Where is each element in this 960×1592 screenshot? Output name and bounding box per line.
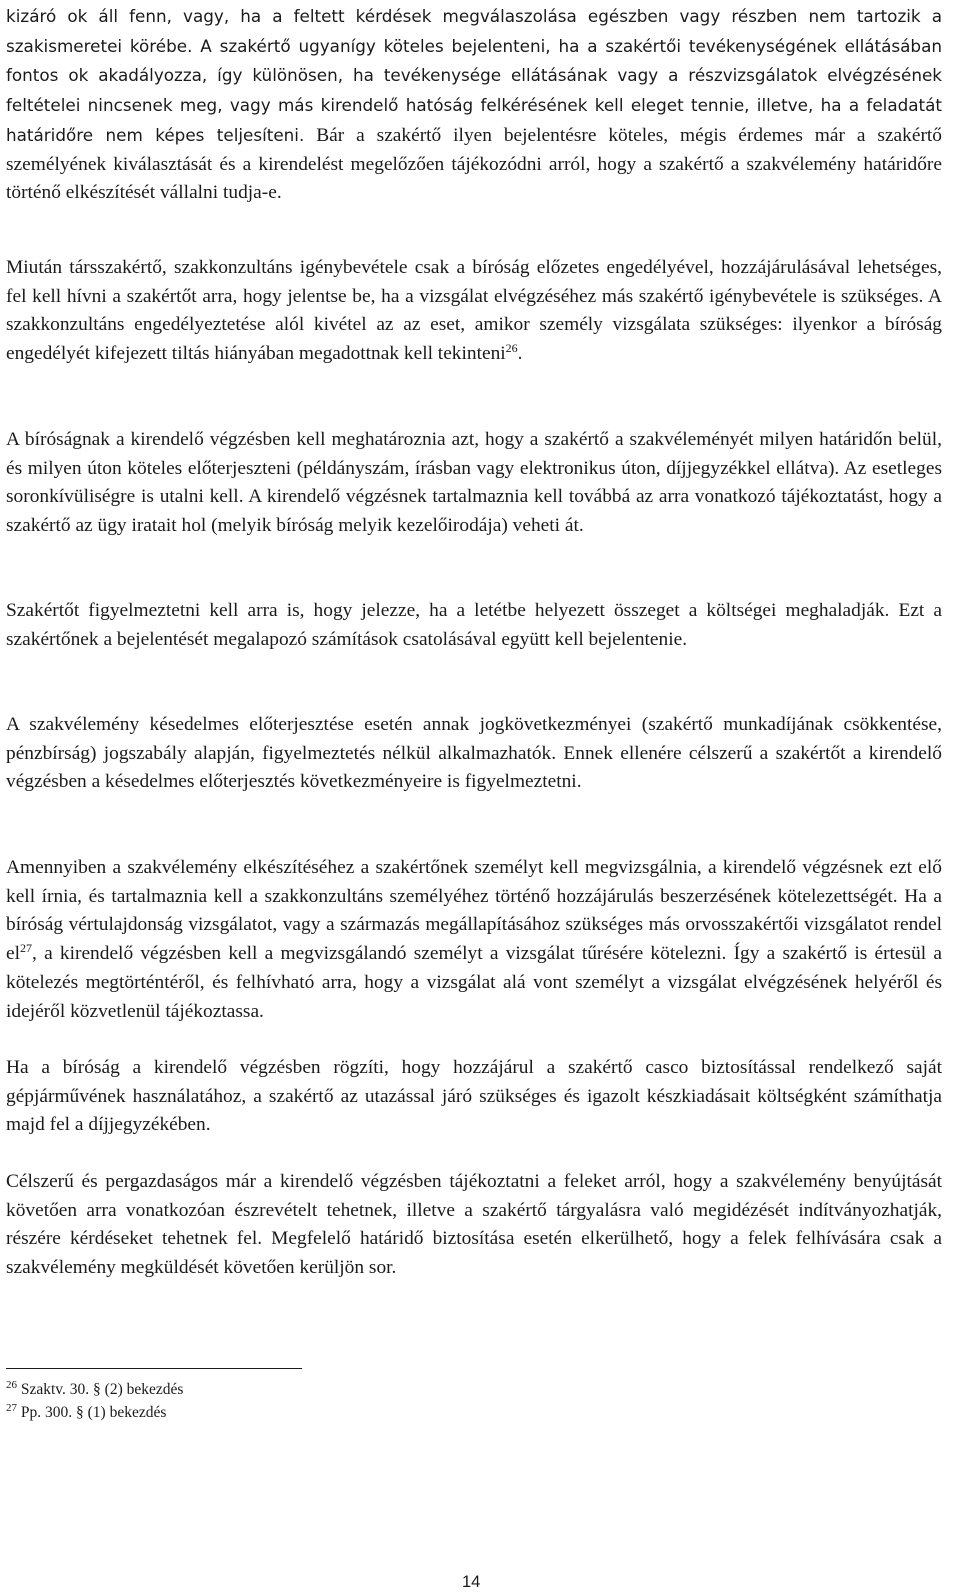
- paragraph-5-text: A szakvélemény késedelmes előterjesztése esetén annak jogkövetkezményei (szakértő munkadíjának csökkentése, pénzbírság) jogszabály alapján, figyelmeztetés nélkül alkalmazhatók. Ennek ellenére célszerű a szakértőt a kirendelő végzésben a késedelmes előterjesztés következményeire is figyelmeztetni.: [6, 714, 942, 793]
- footnote-26-text: Szaktv. 30. § (2) bekezdés: [20, 1381, 184, 1398]
- paragraph-7: [6, 1054, 942, 1140]
- paragraph-6-text-a: Amennyiben a szakvélemény elkészítéséhez a szakértőnek személyt kell megvizsgálnia, a kirendelő végzésnek ezt elő kell írnia, és tartalmaznia kell a szakkonzultáns személyéhez történő hozzájárulás beszerzésének kötelezettségét. Ha a bíróság vértulajdonság vizsgálatot, vagy a származás megállapításához szükséges más orvosszakértői vizsgálatot rendel el: [6, 857, 942, 965]
- paragraph-8: [6, 1168, 942, 1283]
- footnote-27-number: 27: [6, 1402, 17, 1414]
- paragraph-3: [6, 426, 942, 541]
- page-number: 14: [462, 1573, 481, 1591]
- paragraph-2-end: .: [517, 343, 523, 365]
- paragraph-4: [6, 597, 942, 654]
- paragraph-8-text: Célszerű és pergazdaságos már a kirendelő végzésben tájékoztatni a feleket arról, hogy a szakvélemény benyújtását követően arra vonatkozóan észrevételt tehetnek, illetve a szakértő tárgyalásra való megidézését indítványozhatják, részére kérdéseket tehetnek fel. Megfelelő határidő biztosítása esetén elkerülhető, hogy a felek felhívására csak a szakvélemény megküldését követően kerüljön sor.: [6, 1171, 942, 1279]
- paragraph-3-text: A bíróságnak a kirendelő végzésben kell meghatároznia azt, hogy a szakértő a szakvéleményét milyen határidőn belül, és milyen úton köteles előterjeszteni (példányszám, írásban vagy elektronikus úton, díjjegyzékkel ellátva). Az esetleges soronkívüliségre is utalni kell. A kirendelő végzésnek tartalmaznia kell továbbá az arra vonatkozó tájékoztatást, hogy a szakértő az ügy iratait hol (melyik bíróság melyik kezelőirodája) veheti át.: [6, 429, 942, 537]
- paragraph-1-serif-text: Bár a szakértő ilyen bejelentésre köteles, mégis érdemes már a szakértő személyének kiválasztását és a kirendelést megelőzően tájékozódni arról, hogy a szakértő a szakvélemény határidőre történő elkészítését vállalni tudja-e.: [6, 124, 942, 204]
- paragraph-7-text: Ha a bíróság a kirendelő végzésben rögzíti, hogy hozzájárul a szakértő casco biztosítással rendelkező saját gépjárművének használatához, a szakértő az utazással járó szükséges és igazolt készkiadásait költségként számíthatja majd fel a díjjegyzékében.: [6, 1057, 942, 1136]
- footnote-26-number: 26: [6, 1379, 17, 1391]
- paragraph-2: [6, 254, 942, 369]
- footnote-ref-26: 26: [505, 341, 518, 356]
- paragraph-1: [6, 2, 942, 208]
- paragraph-6: [6, 854, 942, 1026]
- footnote-26: [6, 1380, 183, 1400]
- paragraph-1-sans-text: kizáró ok áll fenn, vagy, ha a feltett kérdések megválaszolása egészben vagy részben nem tartozik a szakismeretei körébe. A szakértő ugyanígy köteles bejelenteni, ha a szakértői tevékenységének ellátásában fontos ok akadályozza, így különösen, ha tevékenysége ellátásának vagy a részvizsgálatok elvégzésének feltételei nincsenek meg, vagy más kirendelő hatóság felkérésének kell eleget tennie, illetve, ha a feladatát határidőre nem képes teljesíteni.: [6, 6, 942, 145]
- footnote-separator: [6, 1368, 302, 1369]
- paragraph-4-text: Szakértőt figyelmeztetni kell arra is, hogy jelezze, ha a letétbe helyezett összeget a költségei meghaladják. Ezt a szakértőnek a bejelentését megalapozó számítások csatolásával együtt kell bejelentenie.: [6, 600, 942, 650]
- footnote-27: [6, 1403, 166, 1423]
- paragraph-5: [6, 711, 942, 797]
- footnote-27-text: Pp. 300. § (1) bekezdés: [20, 1404, 167, 1421]
- footnote-ref-27: 27: [20, 941, 32, 956]
- paragraph-2-text: Miután társszakértő, szakkonzultáns igénybevétele csak a bíróság előzetes engedélyével, hozzájárulásával lehetséges, fel kell hívni a szakértőt arra, hogy jelentse be, ha a vizsgálat elvégzéséhez más szakértő igénybevétele is szükséges. A szakkonzultáns engedélyeztetése alól kivétel az az eset, amikor személy vizsgálata szükséges: ilyenkor a bíróság engedélyét kifejezett tiltás hiányában megadottnak kell tekinteni: [6, 257, 942, 365]
- paragraph-6-text-b: , a kirendelő végzésben kell a megvizsgálandó személyt a vizsgálat tűrésére kötelezni. Így a szakértő is értesül a kötelezés megtörténtéről, és felhívható arra, hogy a vizsgálat alá vont személyt a vizsgálat elvégzésének helyéről és idejéről közvetlenül tájékoztassa.: [6, 943, 942, 1022]
